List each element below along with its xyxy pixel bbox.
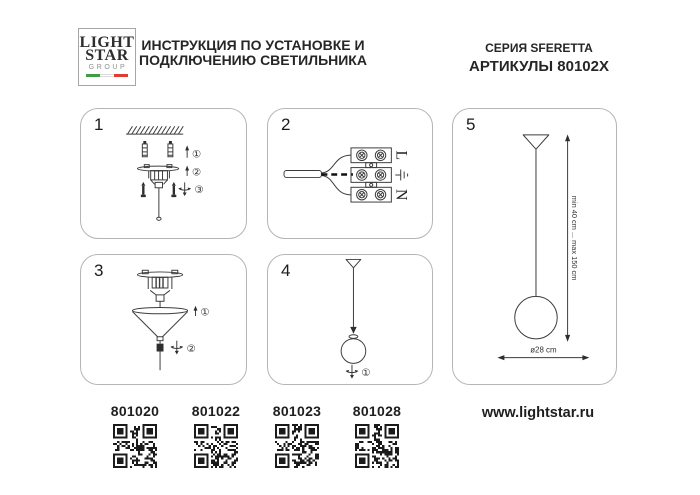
flag-red — [114, 74, 128, 77]
step-marker-2: ② — [186, 342, 196, 355]
diameter-dimension-label: ø28 cm — [530, 345, 557, 355]
step-marker-1: ① — [200, 306, 210, 319]
cord — [349, 268, 358, 339]
flag-white — [100, 74, 114, 77]
step-1-diagram — [81, 109, 246, 238]
step-marker-1: ① — [361, 367, 371, 380]
page-title — [133, 38, 373, 68]
article-item — [181, 403, 251, 468]
series-articles: АРТИКУЛЫ 80102X — [469, 58, 609, 75]
logo-text-light: LIGHT — [79, 34, 135, 51]
panel-step-3 — [80, 254, 247, 385]
cord-grip — [157, 341, 164, 371]
step-3-diagram — [81, 255, 246, 384]
step-number-5: 5 — [466, 115, 476, 134]
step-4-diagram — [268, 255, 432, 384]
glass-globe — [341, 339, 366, 364]
title-line-1: ИНСТРУКЦИЯ ПО УСТАНОВКЕ И — [141, 37, 365, 53]
article-code: 801028 — [352, 403, 402, 419]
flag-green — [86, 74, 100, 77]
step-marker-2: ② — [192, 166, 202, 179]
screw-icon — [171, 182, 176, 197]
italian-flag-icon — [86, 74, 128, 77]
website-url: www.lightstar.ru — [481, 405, 595, 421]
qr-code — [194, 424, 238, 468]
power-cable — [284, 155, 353, 195]
step-number-1: 1 — [94, 115, 104, 134]
up-arrow-icon — [185, 166, 189, 176]
article-code: 801023 — [272, 403, 322, 419]
panel-step-1 — [80, 108, 247, 239]
wall-anchor-icon — [168, 141, 173, 157]
article-item — [342, 403, 412, 468]
logo-text-group: GROUP — [88, 64, 128, 71]
cord — [157, 188, 161, 221]
qr-code — [113, 424, 157, 468]
logo-text-star: STAR — [85, 47, 129, 64]
qr-code — [275, 424, 319, 468]
step-marker-3: ③ — [194, 184, 204, 197]
article-item — [262, 403, 332, 468]
series-block — [455, 41, 623, 75]
step-marker-1: ① — [192, 148, 202, 161]
glass-globe — [515, 296, 557, 338]
panel-step-4 — [267, 254, 433, 385]
terminal-label-n: N — [392, 188, 410, 201]
screwdriver-icon — [179, 182, 191, 196]
pendant-cone — [523, 135, 549, 149]
cone-shade — [132, 307, 187, 340]
title-line-2: ПОДКЛЮЧЕНИЮ СВЕТИЛЬНИКА — [139, 52, 367, 68]
dimensions-diagram — [453, 109, 616, 384]
up-arrow-icon — [185, 145, 189, 157]
diameter-dimension — [497, 346, 589, 361]
earth-symbol — [395, 170, 407, 181]
step-number-4: 4 — [281, 261, 291, 280]
down-arrow-icon — [350, 327, 356, 334]
series-name: СЕРИЯ SFERETTA — [485, 41, 593, 55]
step-number-2: 2 — [281, 115, 291, 134]
ceiling-hatch-icon — [126, 126, 183, 134]
screwdriver-icon — [346, 365, 358, 379]
panel-dimensions — [452, 108, 617, 385]
pendant-cone — [346, 259, 361, 267]
height-dimension — [565, 134, 579, 341]
canopy-bracket — [137, 270, 182, 307]
height-dimension-label: min 40 cm ... max 150 cm — [569, 195, 579, 281]
article-code: 801022 — [191, 403, 241, 419]
step-number-3: 3 — [94, 261, 104, 280]
screw-icon — [141, 182, 146, 197]
screwdriver-icon — [171, 341, 183, 355]
article-item — [100, 403, 170, 468]
terminal-screws — [357, 150, 386, 200]
terminal-label-l: L — [392, 150, 410, 161]
terminal-block — [351, 148, 391, 202]
up-arrow-icon — [194, 306, 198, 316]
step-2-diagram — [268, 109, 432, 238]
lightstar-logo — [78, 28, 136, 86]
qr-code — [355, 424, 399, 468]
wall-anchor-icon — [142, 141, 147, 157]
panel-step-2 — [267, 108, 433, 239]
article-code: 801020 — [110, 403, 160, 419]
